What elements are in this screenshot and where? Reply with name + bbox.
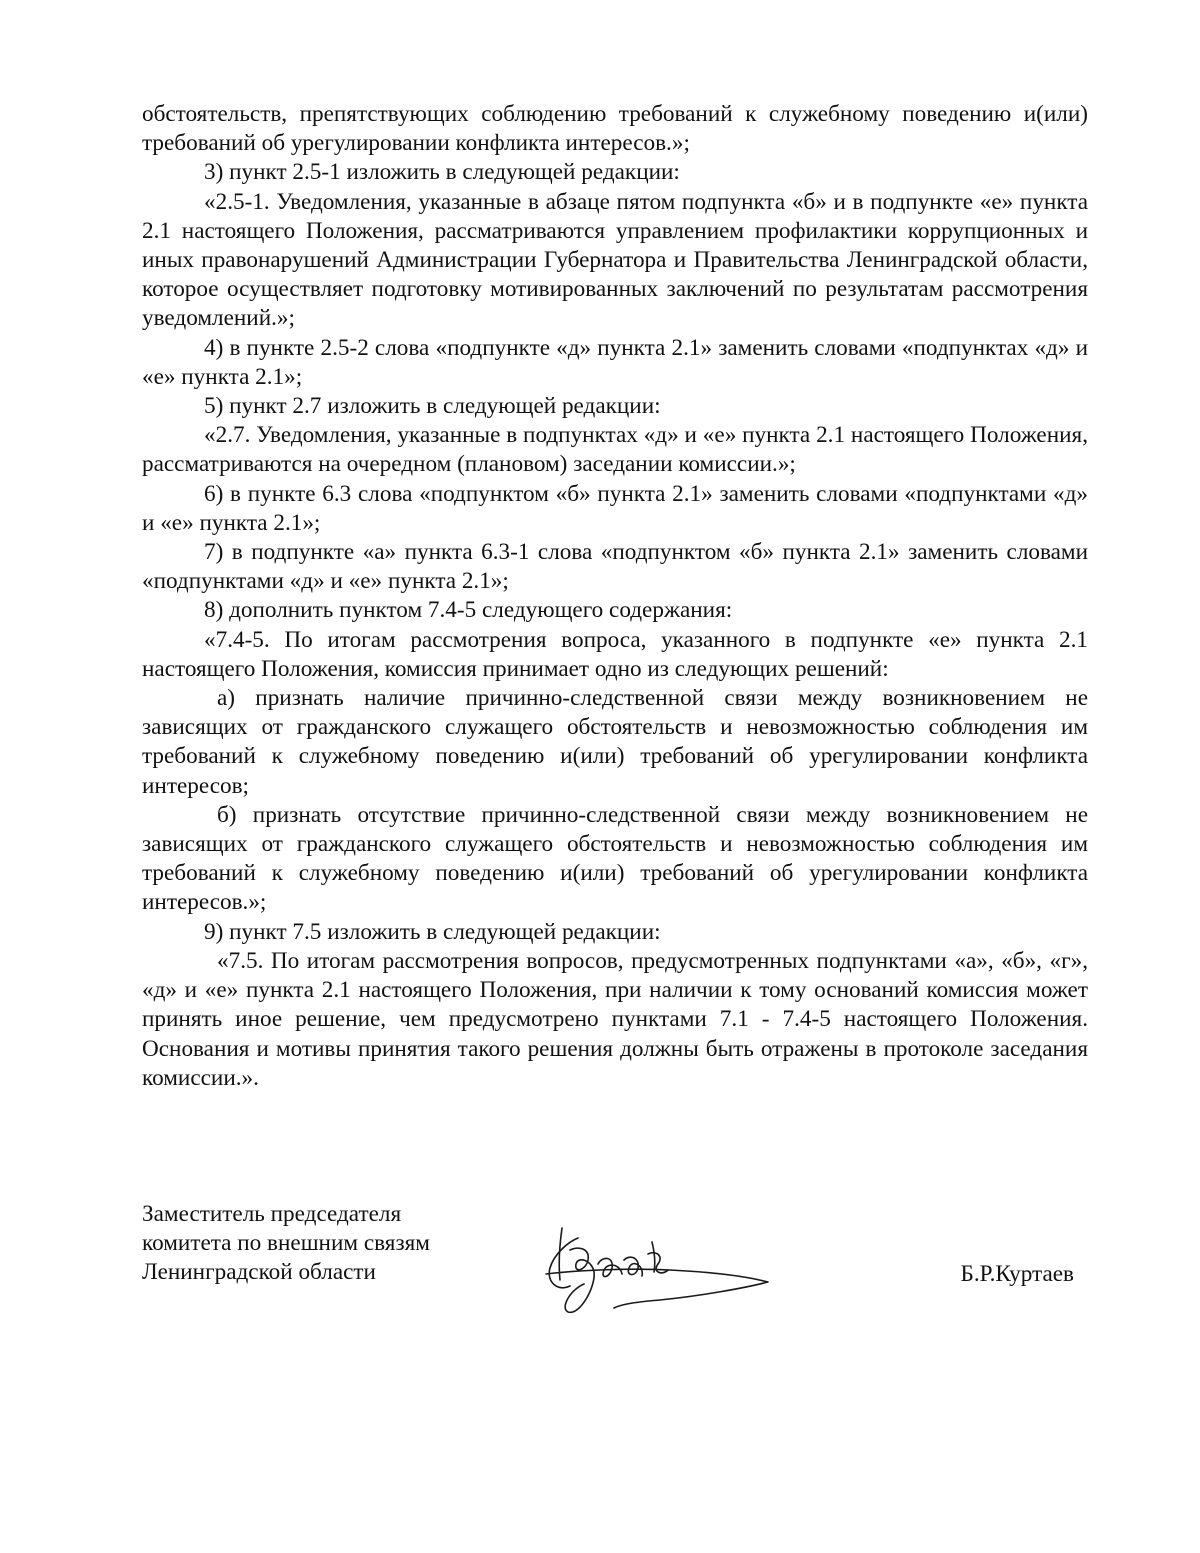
signature-block [142, 1200, 1088, 1340]
signatory-name: Б.Р.Куртаев [960, 1261, 1074, 1287]
paragraph-continuation: обстоятельств, препятствующих соблюдению требований к служебному поведению и(или) требований об урегулировании конфликта интересов.»; [142, 101, 1088, 157]
signatory-title-line: Заместитель председателя [142, 1201, 402, 1227]
paragraph-item-9: 9) пункт 7.5 изложить в следующей редакции: [204, 918, 661, 945]
signatory-title-line: комитета по внешним связям [142, 1230, 430, 1257]
paragraph-subitem-a: а) признать наличие причинно-следственной связи между возникновением не зависящих от гражданского служащего обстоятельств и невозможностью соблюдения им требований к служебному поведению и(или) требований об урегулировании конфликта интересов; [142, 685, 1088, 799]
paragraph-item-3: 3) пункт 2.5-1 изложить в следующей редакции: [204, 159, 680, 186]
paragraph-quote-2-5-1: «2.5-1. Уведомления, указанные в абзаце пятом подпункта «б» и в подпункте «е» пункта 2.1 настоящего Положения, рассматриваются управлением профилактики коррупционных и иных правонарушений Администрации Губернатора и Правительства Ленинградской области, которое осуществляет подготовку мотивированных заключений по результатам рассмотрения уведомлений.»; [142, 188, 1088, 332]
paragraph-item-6: 6) в пункте 6.3 слова «подпунктом «б» пункта 2.1» заменить словами «подпунктами «д» и «е» пункта 2.1»; [142, 480, 1088, 536]
signatory-title [142, 1200, 430, 1288]
paragraph-quote-7-4-5: «7.4-5. По итогам рассмотрения вопроса, указанного в подпункте «е» пункта 2.1 настоящего Положения, комиссия принимает одно из следующих решений: [142, 626, 1088, 682]
handwritten-signature [540, 1220, 780, 1330]
paragraph-item-7: 7) в подпункте «а» пункта 6.3-1 слова «подпунктом «б» пункта 2.1» заменить словами «подпунктами «д» и «е» пункта 2.1»; [142, 539, 1088, 595]
paragraph-subitem-b: б) признать отсутствие причинно-следственной связи между возникновением не зависящих от гражданского служащего обстоятельств и невозможностью соблюдения им требований к служебному поведению и(или) требований об урегулировании конфликта интересов.»; [142, 801, 1088, 916]
document-body [142, 100, 1088, 1093]
paragraph-item-4: 4) в пункте 2.5-2 слова «подпункте «д» пункта 2.1» заменить словами «подпунктах «д» и «е» пункта 2.1»; [142, 334, 1088, 390]
paragraph-quote-7-5: «7.5. По итогам рассмотрения вопросов, предусмотренных подпунктами «а», «б», «г», «д» и «е» пункта 2.1 настоящего Положения, при наличии к тому оснований комиссия может принять иное решение, чем предусмотрено пунктами 7.1 - 7.4-5 настоящего Положения. Основания и мотивы принятия такого решения должны быть отражены в протоколе заседания комиссии.». [142, 947, 1088, 1091]
signatory-title-line: Ленинградской области [142, 1259, 376, 1286]
paragraph-item-5: 5) пункт 2.7 изложить в следующей редакции: [204, 393, 661, 420]
paragraph-quote-2-7: «2.7. Уведомления, указанные в подпунктах «д» и «е» пункта 2.1 настоящего Положения, рассматриваются на очередном (плановом) заседании комиссии.»; [142, 422, 1088, 478]
paragraph-item-8: 8) дополнить пунктом 7.4-5 следующего содержания: [204, 597, 733, 624]
